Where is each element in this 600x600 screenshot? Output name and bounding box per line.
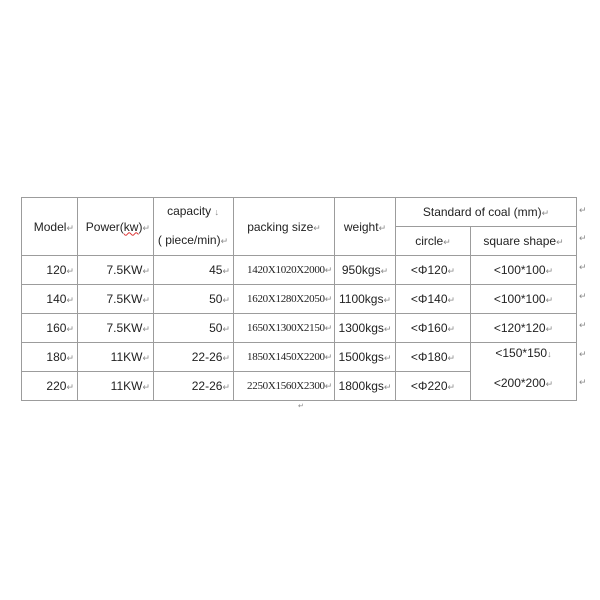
cell-circle: <Φ220↵ bbox=[396, 372, 471, 401]
cell-circle: <Φ140↵ bbox=[396, 285, 471, 314]
cell-power: 11KW↵ bbox=[78, 343, 154, 372]
table-row bbox=[22, 314, 577, 343]
cell-capacity: 50↵ bbox=[154, 285, 234, 314]
cell-capacity: 22-26↵ bbox=[154, 343, 234, 372]
table-row bbox=[22, 343, 577, 372]
cell-weight: 1500kgs↵ bbox=[335, 343, 396, 372]
header-standard-of-coal: Standard of coal (mm)↵ bbox=[396, 198, 577, 227]
cell-circle: <Φ120↵ bbox=[396, 256, 471, 285]
header-packing-size: packing size↵ bbox=[234, 198, 335, 256]
cell-square-shape-merged: <150*150↓ <200*200↵ bbox=[471, 343, 577, 401]
spec-table bbox=[21, 197, 577, 401]
cell-square-shape: <100*100↵ bbox=[471, 285, 577, 314]
cell-weight: 1800kgs↵ bbox=[335, 372, 396, 401]
header-weight: weight↵ bbox=[335, 198, 396, 256]
row-end-mark: ↵ bbox=[579, 262, 587, 272]
row-end-mark: ↵ bbox=[579, 205, 587, 215]
trailing-paragraph-mark: ↵ bbox=[298, 403, 304, 410]
cell-circle: <Φ180↵ bbox=[396, 343, 471, 372]
cell-capacity: 45↵ bbox=[154, 256, 234, 285]
cell-packing-size: 1420X1020X2000↵ bbox=[234, 256, 335, 285]
cell-packing-size: 2250X1560X2300↵ bbox=[234, 372, 335, 401]
cell-square-shape: <100*100↵ bbox=[471, 256, 577, 285]
cell-packing-size: 1850X1450X2200↵ bbox=[234, 343, 335, 372]
cell-model: 160↵ bbox=[22, 314, 78, 343]
cell-power: 7.5KW↵ bbox=[78, 256, 154, 285]
row-end-mark: ↵ bbox=[579, 349, 587, 359]
header-model: Model↵ bbox=[22, 198, 78, 256]
row-end-mark: ↵ bbox=[579, 320, 587, 330]
header-square-shape: square shape↵ bbox=[471, 227, 577, 256]
cell-power: 7.5KW↵ bbox=[78, 314, 154, 343]
header-power: Power(kw)↵ bbox=[78, 198, 154, 256]
cell-square-shape: <120*120↵ bbox=[471, 314, 577, 343]
header-capacity: capacity ↓ ( piece/min)↵ bbox=[154, 198, 234, 256]
cell-capacity: 22-26↵ bbox=[154, 372, 234, 401]
header-row-1 bbox=[22, 198, 577, 227]
row-end-mark: ↵ bbox=[579, 291, 587, 301]
cell-model: 220↵ bbox=[22, 372, 78, 401]
row-end-mark: ↵ bbox=[579, 233, 587, 243]
cell-power: 7.5KW↵ bbox=[78, 285, 154, 314]
cell-model: 120↵ bbox=[22, 256, 78, 285]
row-end-mark: ↵ bbox=[579, 377, 587, 387]
table-row bbox=[22, 256, 577, 285]
cell-packing-size: 1620X1280X2050↵ bbox=[234, 285, 335, 314]
cell-weight: 1300kgs↵ bbox=[335, 314, 396, 343]
table-row bbox=[22, 285, 577, 314]
cell-weight: 1100kgs↵ bbox=[335, 285, 396, 314]
cell-circle: <Φ160↵ bbox=[396, 314, 471, 343]
cell-power: 11KW↵ bbox=[78, 372, 154, 401]
cell-model: 140↵ bbox=[22, 285, 78, 314]
cell-packing-size: 1650X1300X2150↵ bbox=[234, 314, 335, 343]
header-circle: circle↵ bbox=[396, 227, 471, 256]
cell-weight: 950kgs↵ bbox=[335, 256, 396, 285]
cell-model: 180↵ bbox=[22, 343, 78, 372]
cell-capacity: 50↵ bbox=[154, 314, 234, 343]
